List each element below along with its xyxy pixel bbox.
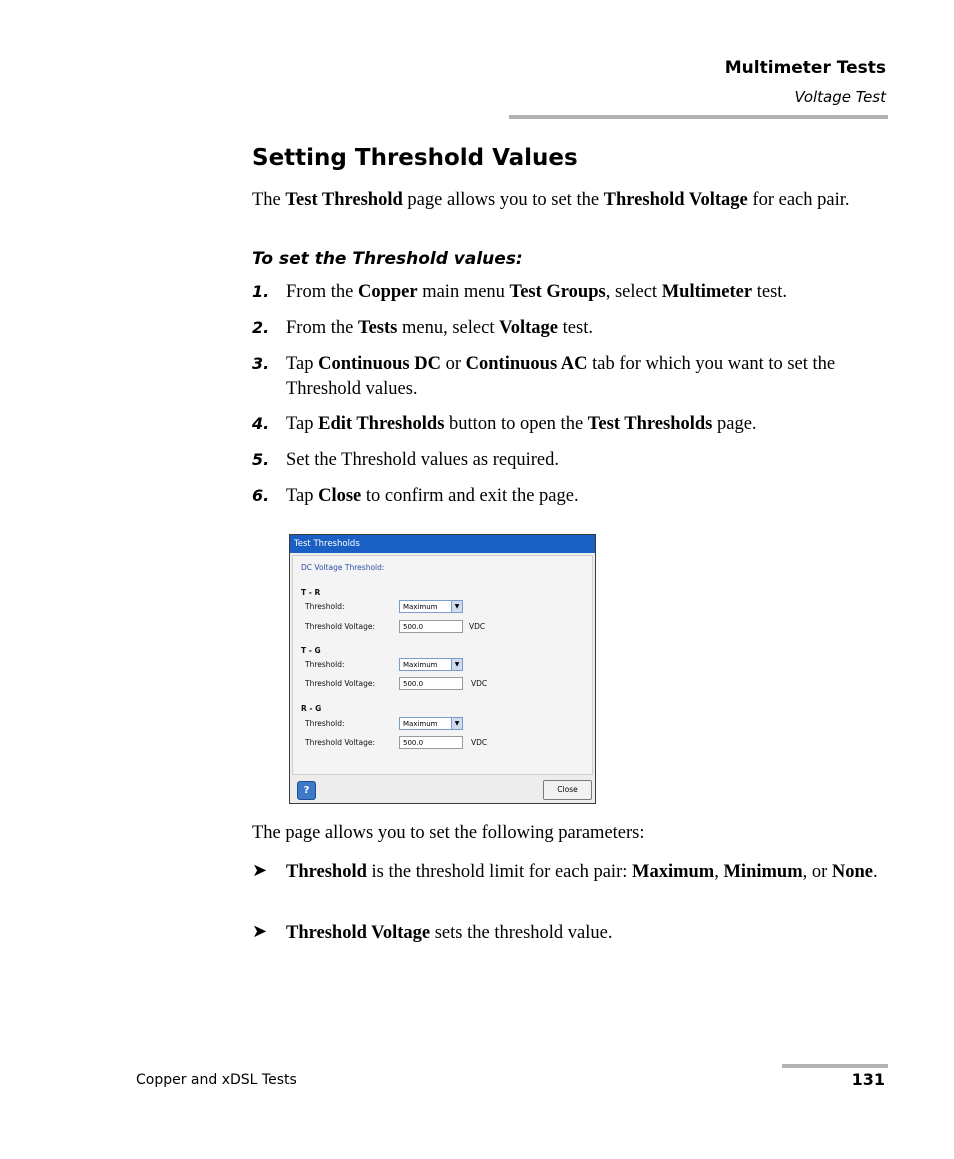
- step-number: 2.: [252, 318, 270, 337]
- chevron-down-icon[interactable]: ▼: [451, 601, 462, 612]
- help-icon[interactable]: ?: [297, 781, 316, 800]
- step-text: [286, 448, 888, 473]
- text-run: to confirm and exit the page.: [361, 486, 579, 506]
- text-run: test.: [558, 318, 593, 338]
- procedure-title: To set the Threshold values:: [252, 249, 523, 269]
- text-run: ,: [714, 862, 724, 882]
- header-rule: [509, 115, 888, 119]
- parameters-intro: The page allows you to set the following parameters:: [252, 823, 645, 843]
- chevron-down-icon[interactable]: ▼: [451, 659, 462, 670]
- text-run: is the threshold limit for each pair:: [366, 862, 632, 882]
- text-run: , select: [605, 282, 662, 302]
- bold-term: Test Threshold: [285, 190, 403, 210]
- bold-term: Copper: [357, 282, 418, 302]
- step-text: [286, 316, 888, 341]
- voltage-label: Threshold Voltage:: [305, 679, 376, 688]
- bold-term: Test Thresholds: [587, 414, 713, 434]
- text-run: page allows you to set the: [402, 190, 604, 210]
- text-run: menu, select: [397, 318, 500, 338]
- threshold-voltage-input[interactable]: 500.0: [399, 620, 463, 633]
- intro-paragraph: [252, 188, 888, 213]
- step-text: [286, 412, 888, 437]
- threshold-voltage-input[interactable]: 500.0: [399, 677, 463, 690]
- text-run: tab for which you want to set the Threshold values.: [286, 354, 836, 399]
- unit-label: VDC: [469, 622, 486, 631]
- step-number: 6.: [252, 486, 270, 505]
- footer-rule: [782, 1064, 888, 1068]
- step-number: 1.: [252, 282, 270, 301]
- close-button[interactable]: Close: [543, 780, 592, 800]
- bold-term: Multimeter: [661, 282, 753, 302]
- threshold-voltage-input[interactable]: 500.0: [399, 736, 463, 749]
- section-heading: Setting Threshold Values: [252, 145, 578, 171]
- bullet-text: [286, 921, 888, 946]
- threshold-select[interactable]: [399, 600, 463, 613]
- unit-label: VDC: [471, 738, 488, 747]
- bullet-text: [286, 860, 888, 885]
- text-run: test.: [752, 282, 788, 302]
- text-run: , or: [802, 862, 832, 882]
- voltage-label: Threshold Voltage:: [305, 622, 376, 631]
- step-number: 3.: [252, 354, 270, 373]
- chevron-down-icon[interactable]: ▼: [451, 718, 462, 729]
- bold-term: Threshold: [286, 862, 367, 882]
- bold-term: Tests: [357, 318, 398, 338]
- bold-term: Minimum: [723, 862, 803, 882]
- text-run: sets the threshold value.: [430, 923, 613, 943]
- bold-term: None: [831, 862, 874, 882]
- threshold-select[interactable]: [399, 717, 463, 730]
- text-run: for each pair.: [747, 190, 850, 210]
- unit-label: VDC: [471, 679, 488, 688]
- text-run: Tap: [286, 486, 319, 506]
- pair-name: R - G: [301, 704, 322, 713]
- bold-term: Threshold Voltage: [286, 923, 431, 943]
- text-run: Set the Threshold values as required.: [286, 450, 559, 470]
- bold-term: Maximum: [632, 862, 715, 882]
- text-run: From the: [286, 318, 358, 338]
- threshold-select[interactable]: [399, 658, 463, 671]
- bold-term: Edit Thresholds: [318, 414, 445, 434]
- page-number: 131: [851, 1070, 885, 1089]
- text-run: Tap: [286, 414, 319, 434]
- dialog-body: [292, 555, 593, 775]
- bold-term: Threshold Voltage: [603, 190, 748, 210]
- step-number: 5.: [252, 450, 270, 469]
- threshold-label: Threshold:: [305, 660, 345, 669]
- bold-term: Continuous AC: [465, 354, 588, 374]
- bold-term: Test Groups: [509, 282, 606, 302]
- text-run: page.: [712, 414, 757, 434]
- step-text: [286, 280, 888, 305]
- group-label: DC Voltage Threshold:: [301, 563, 385, 572]
- threshold-select-value: Maximum: [403, 661, 438, 669]
- bold-term: Voltage: [499, 318, 559, 338]
- step-text: [286, 484, 888, 509]
- bold-term: Close: [318, 486, 362, 506]
- text-run: main menu: [417, 282, 510, 302]
- footer-title: Copper and xDSL Tests: [136, 1072, 297, 1088]
- running-header-title: Multimeter Tests: [724, 58, 886, 78]
- pair-name: T - G: [301, 646, 321, 655]
- text-run: or: [440, 354, 466, 374]
- text-run: .: [873, 862, 878, 882]
- text-run: The: [252, 190, 286, 210]
- pair-name: T - R: [301, 588, 321, 597]
- dialog-title-bar: Test Thresholds: [290, 535, 595, 553]
- threshold-label: Threshold:: [305, 602, 345, 611]
- text-run: From the: [286, 282, 358, 302]
- step-text: [286, 352, 888, 402]
- arrow-bullet-icon: ➤: [252, 860, 268, 880]
- threshold-label: Threshold:: [305, 719, 345, 728]
- voltage-label: Threshold Voltage:: [305, 738, 376, 747]
- running-header-subtitle: Voltage Test: [794, 88, 886, 106]
- bold-term: Continuous DC: [318, 354, 441, 374]
- step-number: 4.: [252, 414, 270, 433]
- threshold-select-value: Maximum: [403, 720, 438, 728]
- text-run: button to open the: [444, 414, 588, 434]
- arrow-bullet-icon: ➤: [252, 921, 268, 941]
- test-thresholds-dialog: [289, 534, 596, 804]
- text-run: Tap: [286, 354, 319, 374]
- threshold-select-value: Maximum: [403, 603, 438, 611]
